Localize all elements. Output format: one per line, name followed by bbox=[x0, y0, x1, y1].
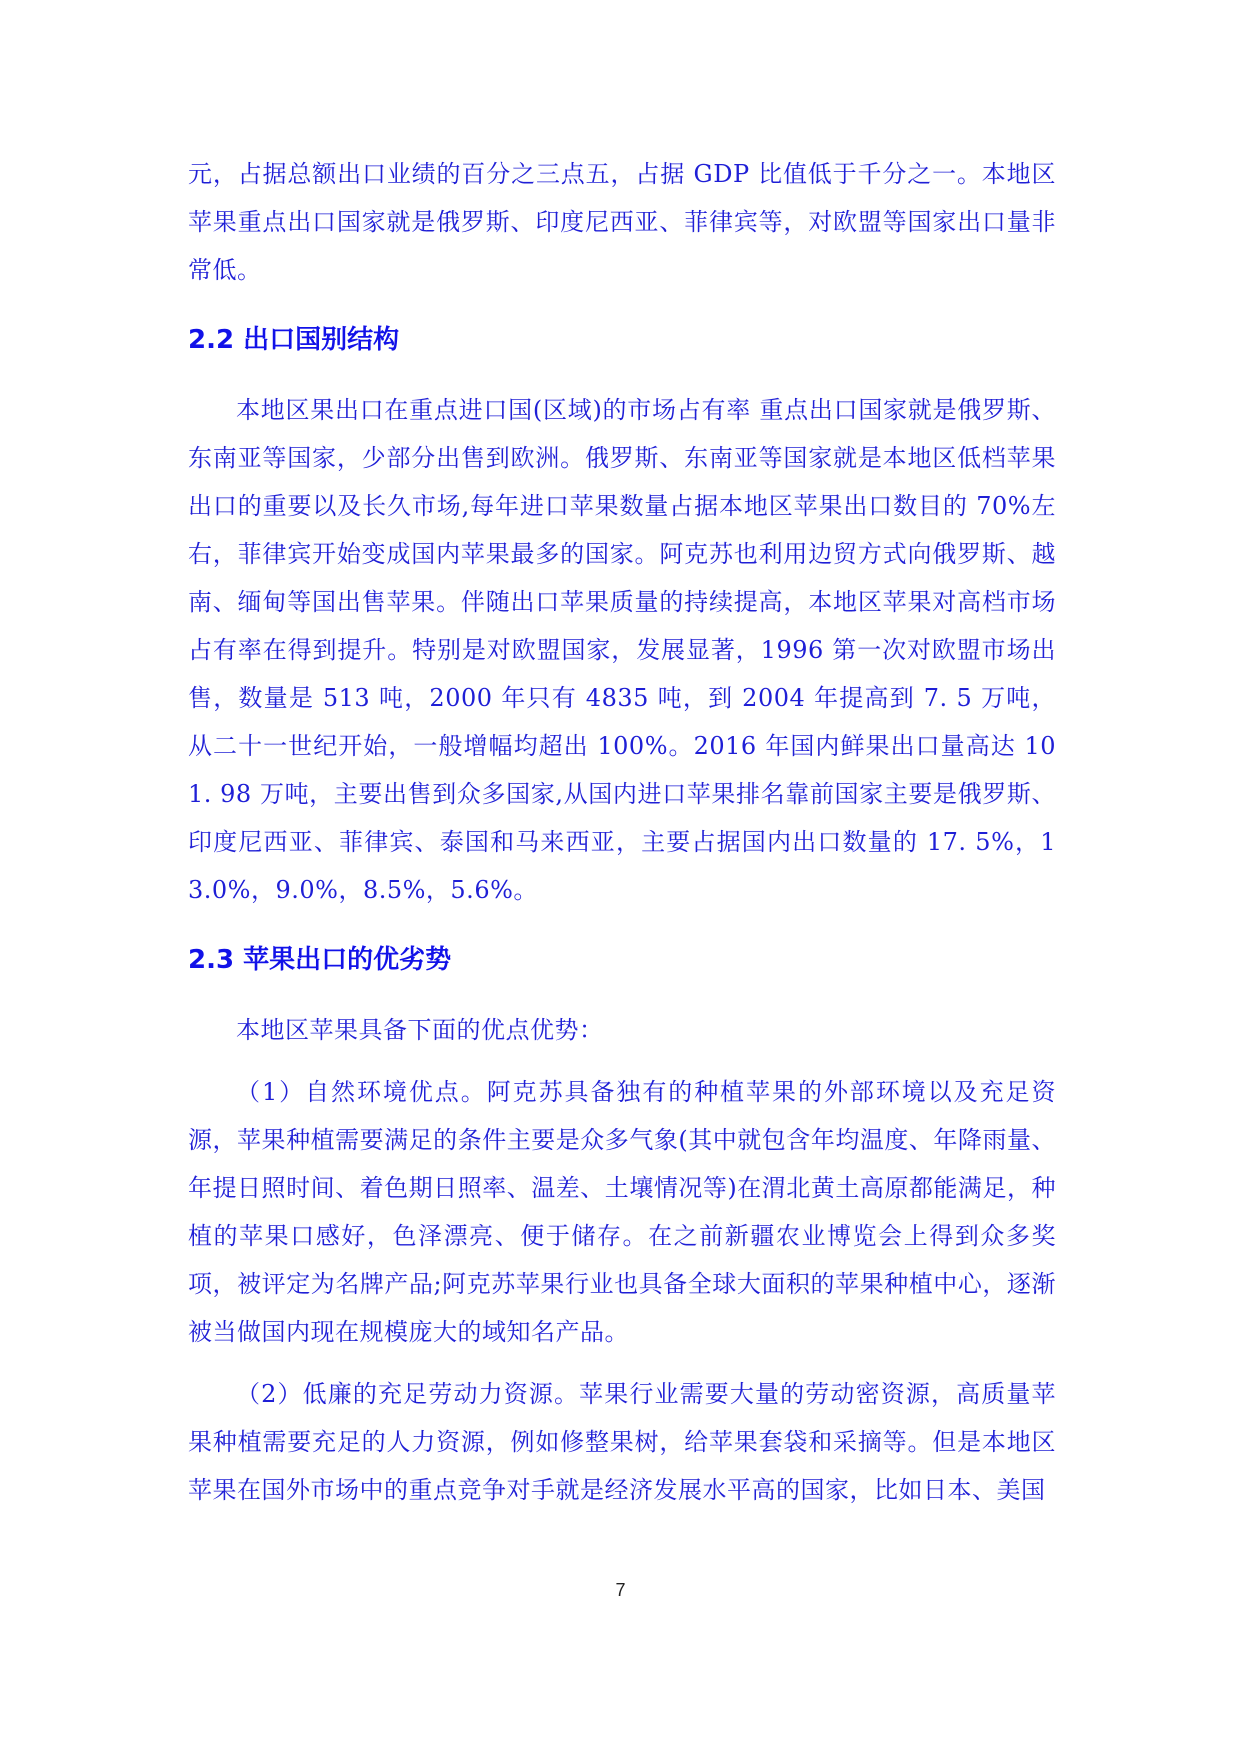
page-content bbox=[188, 150, 1056, 1514]
paragraph-advantage-2: （2）低廉的充足劳动力资源。苹果行业需要大量的劳动密资源，高质量苹果种植需要充足的人力资源，例如修整果树，给苹果套袋和采摘等。但是本地区苹果在国外市场中的重点竞争对手就是经济发展水平高的国家，比如日本、美国 bbox=[188, 1380, 1056, 1504]
paragraph-intro: 元，占据总额出口业绩的百分之三点五，占据 GDP 比值低于千分之一。本地区苹果重点出口国家就是俄罗斯、印度尼西亚、菲律宾等，对欧盟等国家出口量非常低。 bbox=[188, 160, 1056, 284]
paragraph-advantage-1: （1）自然环境优点。阿克苏具备独有的种植苹果的外部环境以及充足资源，苹果种植需要满足的条件主要是众多气象(其中就包含年均温度、年降雨量、年提日照时间、着色期日照率、温差、土壤情况等)在渭北黄土高原都能满足，种植的苹果口感好，色泽漂亮、便于储存。在之前新疆农业博览会上得到众多奖项，被评定为名牌产品;阿克苏苹果行业也具备全球大面积的苹果种植中心，逐渐被当做国内现在规模庞大的域知名产品。 bbox=[188, 1078, 1056, 1346]
section-heading-2-2: 2.2 出口国别结构 bbox=[188, 325, 400, 355]
section-heading-2-3: 2.3 苹果出口的优劣势 bbox=[188, 945, 452, 975]
paragraph-export-structure: 本地区果出口在重点进口国(区域)的市场占有率 重点出口国家就是俄罗斯、东南亚等国家，少部分出售到欧洲。俄罗斯、东南亚等国家就是本地区低档苹果出口的重要以及长久市场,每年进口苹果数量占据本地区苹果出口数目的 70%左右，菲律宾开始变成国内苹果最多的国家。阿克苏也利用边贸方式向俄罗斯、越南、缅甸等国出售苹果。伴随出口苹果质量的持续提高，本地区苹果对高档市场占有率在得到提升。特别是对欧盟国家，发展显著，1996 第一次对欧盟市场出售，数量是 513 吨，2000 年只有 4835 吨，到 2004 年提高到 7. 5 万吨，从二十一世纪开始，一般增幅均超出 100%。2016 年国内鲜果出口量高达 101. 98 万吨，主要出售到众多国家,从国内进口苹果排名靠前国家主要是俄罗斯、印度尼西亚、菲律宾、泰国和马来西亚，主要占据国内出口数量的 17. 5%，13.0%，9.0%，8.5%，5.6%。 bbox=[188, 396, 1056, 904]
paragraph-advantages-intro: 本地区苹果具备下面的优点优势： bbox=[236, 1016, 604, 1044]
page-number: 7 bbox=[615, 1580, 626, 1600]
